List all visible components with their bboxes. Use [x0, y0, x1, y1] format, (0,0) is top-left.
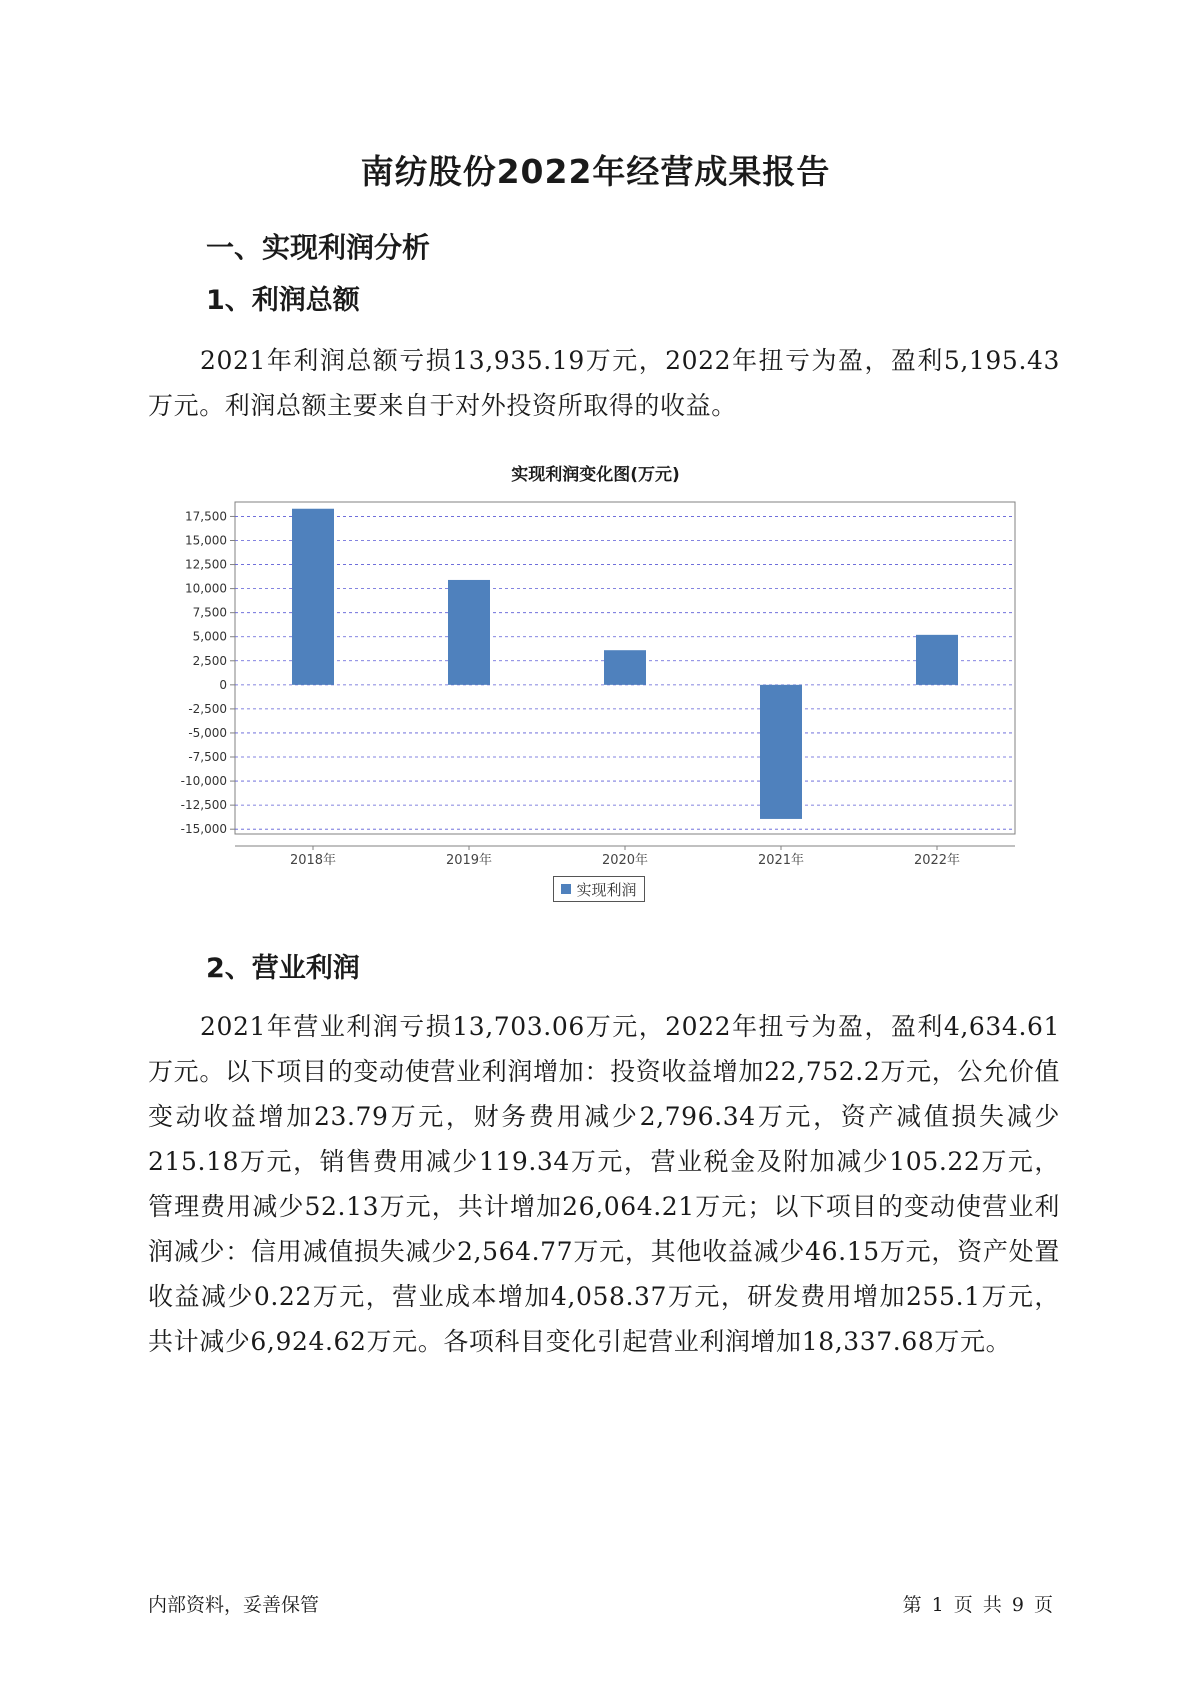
operating-profit-paragraph: 2021年营业利润亏损13,703.06万元，2022年扭亏为盈，盈利4,634.61万元。以下项目的变动使营业利润增加：投资收益增加22,752.2万元，公允价值变动收益增加23.79万元，财务费用减少2,796.34万元，资产减值损失减少215.18万元，销售费用减少119.34万元，营业税金及附加减少105.22万元，管理费用减少52.13万元，共计增加26,064.21万元；以下项目的变动使营业利润减少：信用减值损失减少2,564.77万元，其他收益减少46.15万元，资产处置收益减少0.22万元，营业成本增加4,058.37万元，研发费用增加255.1万元，共计减少6,924.62万元。各项科目变化引起营业利润增加18,337.68万元。 [148, 1012, 1060, 1356]
y-tick-label: 7,500 [192, 605, 227, 620]
bar [916, 635, 958, 685]
y-tick-label: -5,000 [188, 725, 227, 740]
x-tick-label: 2020年 [601, 853, 649, 868]
y-tick-label: 17,500 [185, 509, 227, 524]
subsection-heading-total-profit: 1、利润总额 [206, 285, 360, 316]
x-tick-label: 2018年 [289, 853, 337, 868]
bar [760, 685, 802, 819]
chart-legend [553, 876, 645, 902]
profit-bar-chart [150, 490, 1030, 880]
legend-swatch [561, 884, 571, 894]
y-tick-label: -12,500 [180, 798, 227, 813]
chart-title: 实现利润变化图(万元) [511, 465, 680, 485]
footer-page-number: 第 1 页 共 9 页 [902, 1594, 1053, 1616]
y-tick-label: -2,500 [188, 701, 227, 716]
document-title: 南纺股份2022年经营成果报告 [360, 152, 831, 191]
y-tick-label: -15,000 [180, 822, 227, 837]
x-tick-label: 2022年 [913, 853, 961, 868]
total-profit-paragraph: 2021年利润总额亏损13,935.19万元，2022年扭亏为盈，盈利5,195.43万元。利润总额主要来自于对外投资所取得的收益。 [148, 346, 1060, 420]
y-tick-label: 15,000 [185, 533, 227, 548]
x-tick-label: 2021年 [757, 853, 805, 868]
bar [292, 509, 334, 685]
bar [448, 580, 490, 685]
y-tick-label: 2,500 [192, 653, 227, 668]
section-heading-profit-analysis: 一、实现利润分析 [206, 231, 431, 264]
bar [604, 650, 646, 685]
y-tick-label: 10,000 [185, 581, 227, 596]
y-tick-label: 5,000 [192, 629, 227, 644]
y-tick-label: 0 [219, 677, 227, 692]
y-tick-label: 12,500 [185, 557, 227, 572]
y-tick-label: -7,500 [188, 750, 227, 765]
footer-confidential-note: 内部资料，妥善保管 [148, 1594, 320, 1616]
x-tick-label: 2019年 [445, 853, 493, 868]
y-tick-label: -10,000 [180, 774, 227, 789]
subsection-heading-operating-profit: 2、营业利润 [206, 953, 360, 984]
legend-label: 实现利润 [576, 880, 637, 899]
